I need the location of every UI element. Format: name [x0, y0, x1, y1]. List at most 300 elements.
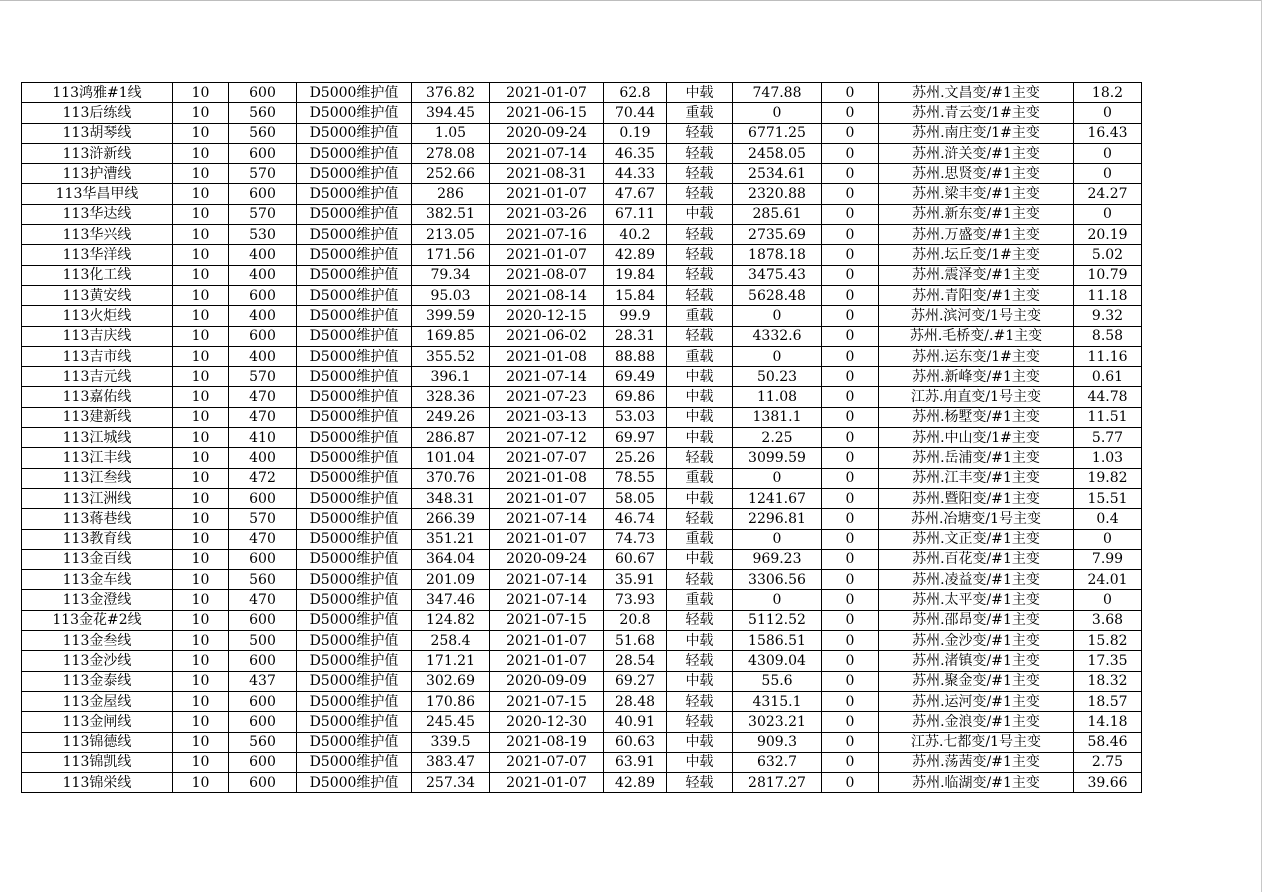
- line-name-cell: 113胡琴线: [22, 123, 173, 143]
- substation-cell: 苏州.金浪变/#1主变: [879, 712, 1074, 732]
- data-source-cell: D5000维护值: [297, 509, 412, 529]
- rated-capacity-cell: 600: [229, 488, 297, 508]
- load-rate-cell: 42.89: [604, 245, 667, 265]
- date-cell: 2021-01-07: [490, 245, 604, 265]
- date-cell: 2021-08-07: [490, 265, 604, 285]
- load-rate-cell: 74.73: [604, 529, 667, 549]
- load-status-cell: 中载: [667, 488, 733, 508]
- table-row: [22, 529, 1142, 549]
- margin-cell: 0: [733, 346, 822, 366]
- substation-cell: 苏州.震泽变/#1主变: [879, 265, 1074, 285]
- current-cell: 364.04: [412, 549, 490, 569]
- load-status-cell: 轻载: [667, 143, 733, 163]
- line-name-cell: 113后练线: [22, 103, 173, 123]
- rated-capacity-cell: 570: [229, 204, 297, 224]
- margin-cell: 2817.27: [733, 773, 822, 793]
- voltage-cell: 10: [173, 468, 229, 488]
- current-cell: 348.31: [412, 488, 490, 508]
- current-cell: 245.45: [412, 712, 490, 732]
- substation-cell: 苏州.渚镇变/#1主变: [879, 651, 1074, 671]
- load-status-cell: 轻载: [667, 773, 733, 793]
- line-name-cell: 113黄安线: [22, 285, 173, 305]
- load-rate-cell: 53.03: [604, 407, 667, 427]
- substation-cell: 苏州.文正变/#1主变: [879, 529, 1074, 549]
- substation-cell: 苏州.江丰变/#1主变: [879, 468, 1074, 488]
- count-cell: 0: [822, 306, 879, 326]
- voltage-cell: 10: [173, 204, 229, 224]
- rated-capacity-cell: 600: [229, 773, 297, 793]
- margin-cell: 5112.52: [733, 610, 822, 630]
- count-cell: 0: [822, 610, 879, 630]
- value-cell: 7.99: [1074, 549, 1142, 569]
- load-rate-cell: 46.74: [604, 509, 667, 529]
- voltage-cell: 10: [173, 285, 229, 305]
- load-status-cell: 轻载: [667, 285, 733, 305]
- data-source-cell: D5000维护值: [297, 143, 412, 163]
- voltage-cell: 10: [173, 367, 229, 387]
- line-name-cell: 113江洲线: [22, 488, 173, 508]
- load-rate-cell: 15.84: [604, 285, 667, 305]
- data-source-cell: D5000维护值: [297, 488, 412, 508]
- rated-capacity-cell: 570: [229, 367, 297, 387]
- voltage-cell: 10: [173, 448, 229, 468]
- date-cell: 2020-09-24: [490, 123, 604, 143]
- value-cell: 0: [1074, 590, 1142, 610]
- load-status-cell: 轻载: [667, 691, 733, 711]
- table-row: [22, 143, 1142, 163]
- voltage-cell: 10: [173, 428, 229, 448]
- data-source-cell: D5000维护值: [297, 590, 412, 610]
- value-cell: 0: [1074, 529, 1142, 549]
- value-cell: 0.61: [1074, 367, 1142, 387]
- current-cell: 286: [412, 184, 490, 204]
- value-cell: 44.78: [1074, 387, 1142, 407]
- margin-cell: 2320.88: [733, 184, 822, 204]
- value-cell: 0: [1074, 103, 1142, 123]
- count-cell: 0: [822, 752, 879, 772]
- rated-capacity-cell: 400: [229, 245, 297, 265]
- count-cell: 0: [822, 529, 879, 549]
- load-status-cell: 轻载: [667, 245, 733, 265]
- value-cell: 8.58: [1074, 326, 1142, 346]
- load-rate-cell: 67.11: [604, 204, 667, 224]
- load-rate-cell: 19.84: [604, 265, 667, 285]
- date-cell: 2021-01-07: [490, 488, 604, 508]
- count-cell: 0: [822, 265, 879, 285]
- date-cell: 2021-08-19: [490, 732, 604, 752]
- current-cell: 258.4: [412, 631, 490, 651]
- data-source-cell: D5000维护值: [297, 285, 412, 305]
- load-status-cell: 轻载: [667, 265, 733, 285]
- date-cell: 2021-07-07: [490, 448, 604, 468]
- current-cell: 171.21: [412, 651, 490, 671]
- value-cell: 3.68: [1074, 610, 1142, 630]
- current-cell: 286.87: [412, 428, 490, 448]
- rated-capacity-cell: 560: [229, 123, 297, 143]
- table-row: [22, 549, 1142, 569]
- rated-capacity-cell: 410: [229, 428, 297, 448]
- load-status-cell: 重载: [667, 346, 733, 366]
- count-cell: 0: [822, 468, 879, 488]
- rated-capacity-cell: 560: [229, 103, 297, 123]
- load-rate-cell: 58.05: [604, 488, 667, 508]
- line-name-cell: 113锦德线: [22, 732, 173, 752]
- substation-cell: 苏州.青云变/1#主变: [879, 103, 1074, 123]
- data-source-cell: D5000维护值: [297, 225, 412, 245]
- table-row: [22, 488, 1142, 508]
- table-row: [22, 448, 1142, 468]
- voltage-cell: 10: [173, 712, 229, 732]
- load-rate-cell: 78.55: [604, 468, 667, 488]
- current-cell: 302.69: [412, 671, 490, 691]
- date-cell: 2020-09-09: [490, 671, 604, 691]
- value-cell: 18.2: [1074, 83, 1142, 103]
- line-name-cell: 113华洋线: [22, 245, 173, 265]
- line-name-cell: 113金闸线: [22, 712, 173, 732]
- substation-cell: 苏州.邵昂变/#1主变: [879, 610, 1074, 630]
- load-status-cell: 轻载: [667, 164, 733, 184]
- data-source-cell: D5000维护值: [297, 651, 412, 671]
- value-cell: 15.51: [1074, 488, 1142, 508]
- count-cell: 0: [822, 631, 879, 651]
- rated-capacity-cell: 472: [229, 468, 297, 488]
- data-source-cell: D5000维护值: [297, 631, 412, 651]
- data-source-cell: D5000维护值: [297, 773, 412, 793]
- table-row: [22, 610, 1142, 630]
- load-rate-cell: 47.67: [604, 184, 667, 204]
- load-rate-cell: 73.93: [604, 590, 667, 610]
- data-source-cell: D5000维护值: [297, 326, 412, 346]
- line-name-cell: 113吉庆线: [22, 326, 173, 346]
- load-rate-cell: 0.19: [604, 123, 667, 143]
- data-source-cell: D5000维护值: [297, 184, 412, 204]
- count-cell: 0: [822, 83, 879, 103]
- substation-cell: 苏州.青阳变/#1主变: [879, 285, 1074, 305]
- margin-cell: 4332.6: [733, 326, 822, 346]
- line-name-cell: 113化工线: [22, 265, 173, 285]
- load-status-cell: 轻载: [667, 326, 733, 346]
- count-cell: 0: [822, 407, 879, 427]
- date-cell: 2021-06-02: [490, 326, 604, 346]
- table-row: [22, 285, 1142, 305]
- rated-capacity-cell: 600: [229, 691, 297, 711]
- margin-cell: 909.3: [733, 732, 822, 752]
- voltage-cell: 10: [173, 346, 229, 366]
- table-row: [22, 732, 1142, 752]
- table-row: [22, 407, 1142, 427]
- voltage-cell: 10: [173, 509, 229, 529]
- count-cell: 0: [822, 387, 879, 407]
- load-status-cell: 重载: [667, 468, 733, 488]
- load-rate-cell: 62.8: [604, 83, 667, 103]
- substation-cell: 苏州.新东变/#1主变: [879, 204, 1074, 224]
- substation-cell: 江苏.七都变/1号主变: [879, 732, 1074, 752]
- voltage-cell: 10: [173, 83, 229, 103]
- substation-cell: 苏州.坛丘变/1#主变: [879, 245, 1074, 265]
- load-status-cell: 重载: [667, 590, 733, 610]
- count-cell: 0: [822, 773, 879, 793]
- count-cell: 0: [822, 590, 879, 610]
- voltage-cell: 10: [173, 752, 229, 772]
- margin-cell: 969.23: [733, 549, 822, 569]
- margin-cell: 3306.56: [733, 570, 822, 590]
- voltage-cell: 10: [173, 306, 229, 326]
- margin-cell: 0: [733, 306, 822, 326]
- value-cell: 16.43: [1074, 123, 1142, 143]
- substation-cell: 江苏.甪直变/1号主变: [879, 387, 1074, 407]
- count-cell: 0: [822, 164, 879, 184]
- current-cell: 394.45: [412, 103, 490, 123]
- load-rate-cell: 60.63: [604, 732, 667, 752]
- load-rate-cell: 60.67: [604, 549, 667, 569]
- voltage-cell: 10: [173, 773, 229, 793]
- count-cell: 0: [822, 732, 879, 752]
- margin-cell: 632.7: [733, 752, 822, 772]
- load-status-cell: 中载: [667, 631, 733, 651]
- load-status-cell: 轻载: [667, 448, 733, 468]
- voltage-cell: 10: [173, 387, 229, 407]
- voltage-cell: 10: [173, 570, 229, 590]
- voltage-cell: 10: [173, 610, 229, 630]
- load-rate-cell: 63.91: [604, 752, 667, 772]
- rated-capacity-cell: 600: [229, 651, 297, 671]
- line-name-cell: 113教育线: [22, 529, 173, 549]
- current-cell: 351.21: [412, 529, 490, 549]
- load-rate-cell: 40.91: [604, 712, 667, 732]
- data-source-cell: D5000维护值: [297, 204, 412, 224]
- rated-capacity-cell: 570: [229, 164, 297, 184]
- current-cell: 170.86: [412, 691, 490, 711]
- load-rate-cell: 44.33: [604, 164, 667, 184]
- table-row: [22, 590, 1142, 610]
- count-cell: 0: [822, 326, 879, 346]
- date-cell: 2021-07-14: [490, 590, 604, 610]
- count-cell: 0: [822, 204, 879, 224]
- count-cell: 0: [822, 428, 879, 448]
- current-cell: 213.05: [412, 225, 490, 245]
- margin-cell: 1381.1: [733, 407, 822, 427]
- rated-capacity-cell: 470: [229, 529, 297, 549]
- margin-cell: 285.61: [733, 204, 822, 224]
- substation-cell: 苏州.新峰变/#1主变: [879, 367, 1074, 387]
- load-rate-cell: 28.31: [604, 326, 667, 346]
- current-cell: 347.46: [412, 590, 490, 610]
- date-cell: 2020-12-15: [490, 306, 604, 326]
- value-cell: 0: [1074, 204, 1142, 224]
- date-cell: 2021-03-13: [490, 407, 604, 427]
- value-cell: 14.18: [1074, 712, 1142, 732]
- value-cell: 5.02: [1074, 245, 1142, 265]
- current-cell: 328.36: [412, 387, 490, 407]
- substation-cell: 苏州.暨阳变/#1主变: [879, 488, 1074, 508]
- table-row: [22, 184, 1142, 204]
- value-cell: 17.35: [1074, 651, 1142, 671]
- data-source-cell: D5000维护值: [297, 83, 412, 103]
- load-rate-cell: 46.35: [604, 143, 667, 163]
- margin-cell: 747.88: [733, 83, 822, 103]
- load-status-cell: 重载: [667, 103, 733, 123]
- current-cell: 383.47: [412, 752, 490, 772]
- table-row: [22, 346, 1142, 366]
- line-name-cell: 113金车线: [22, 570, 173, 590]
- rated-capacity-cell: 600: [229, 143, 297, 163]
- line-name-cell: 113浒新线: [22, 143, 173, 163]
- substation-cell: 苏州.金沙变/#1主变: [879, 631, 1074, 651]
- load-rate-cell: 20.8: [604, 610, 667, 630]
- current-cell: 370.76: [412, 468, 490, 488]
- rated-capacity-cell: 437: [229, 671, 297, 691]
- data-source-cell: D5000维护值: [297, 691, 412, 711]
- voltage-cell: 10: [173, 164, 229, 184]
- substation-cell: 苏州.文昌变/#1主变: [879, 83, 1074, 103]
- rated-capacity-cell: 470: [229, 407, 297, 427]
- date-cell: 2021-03-26: [490, 204, 604, 224]
- line-name-cell: 113护漕线: [22, 164, 173, 184]
- margin-cell: 2534.61: [733, 164, 822, 184]
- load-status-cell: 重载: [667, 306, 733, 326]
- voltage-cell: 10: [173, 245, 229, 265]
- value-cell: 18.32: [1074, 671, 1142, 691]
- table-row: [22, 651, 1142, 671]
- margin-cell: 2.25: [733, 428, 822, 448]
- substation-cell: 苏州.浒关变/#1主变: [879, 143, 1074, 163]
- rated-capacity-cell: 600: [229, 712, 297, 732]
- data-source-cell: D5000维护值: [297, 468, 412, 488]
- margin-cell: 1241.67: [733, 488, 822, 508]
- line-name-cell: 113华兴线: [22, 225, 173, 245]
- data-source-cell: D5000维护值: [297, 265, 412, 285]
- voltage-cell: 10: [173, 631, 229, 651]
- margin-cell: 2735.69: [733, 225, 822, 245]
- load-status-cell: 轻载: [667, 651, 733, 671]
- table-row: [22, 326, 1142, 346]
- data-source-cell: D5000维护值: [297, 610, 412, 630]
- line-name-cell: 113吉市线: [22, 346, 173, 366]
- margin-cell: 3475.43: [733, 265, 822, 285]
- count-cell: 0: [822, 367, 879, 387]
- value-cell: 10.79: [1074, 265, 1142, 285]
- rated-capacity-cell: 470: [229, 590, 297, 610]
- load-status-cell: 轻载: [667, 184, 733, 204]
- margin-cell: 5628.48: [733, 285, 822, 305]
- rated-capacity-cell: 600: [229, 752, 297, 772]
- value-cell: 11.51: [1074, 407, 1142, 427]
- count-cell: 0: [822, 651, 879, 671]
- load-rate-cell: 51.68: [604, 631, 667, 651]
- voltage-cell: 10: [173, 123, 229, 143]
- value-cell: 5.77: [1074, 428, 1142, 448]
- data-source-cell: D5000维护值: [297, 306, 412, 326]
- count-cell: 0: [822, 143, 879, 163]
- current-cell: 339.5: [412, 732, 490, 752]
- rated-capacity-cell: 600: [229, 610, 297, 630]
- rated-capacity-cell: 400: [229, 265, 297, 285]
- count-cell: 0: [822, 549, 879, 569]
- line-name-cell: 113华昌甲线: [22, 184, 173, 204]
- count-cell: 0: [822, 509, 879, 529]
- count-cell: 0: [822, 245, 879, 265]
- data-source-cell: D5000维护值: [297, 407, 412, 427]
- date-cell: 2021-07-14: [490, 367, 604, 387]
- voltage-cell: 10: [173, 590, 229, 610]
- load-status-cell: 中载: [667, 752, 733, 772]
- table-row: [22, 225, 1142, 245]
- date-cell: 2021-01-07: [490, 773, 604, 793]
- load-status-cell: 中载: [667, 204, 733, 224]
- count-cell: 0: [822, 184, 879, 204]
- substation-cell: 苏州.百花变/#1主变: [879, 549, 1074, 569]
- date-cell: 2021-07-15: [490, 610, 604, 630]
- date-cell: 2021-07-14: [490, 570, 604, 590]
- count-cell: 0: [822, 691, 879, 711]
- substation-cell: 苏州.梁丰变/#1主变: [879, 184, 1074, 204]
- date-cell: 2021-08-31: [490, 164, 604, 184]
- load-status-cell: 中载: [667, 367, 733, 387]
- value-cell: 19.82: [1074, 468, 1142, 488]
- data-source-cell: D5000维护值: [297, 549, 412, 569]
- value-cell: 15.82: [1074, 631, 1142, 651]
- date-cell: 2021-08-14: [490, 285, 604, 305]
- substation-cell: 苏州.运东变/1#主变: [879, 346, 1074, 366]
- date-cell: 2021-01-07: [490, 184, 604, 204]
- substation-cell: 苏州.毛桥变/.#1主变: [879, 326, 1074, 346]
- table-row: [22, 164, 1142, 184]
- date-cell: 2021-01-07: [490, 529, 604, 549]
- current-cell: 79.34: [412, 265, 490, 285]
- margin-cell: 6771.25: [733, 123, 822, 143]
- table-row: [22, 123, 1142, 143]
- rated-capacity-cell: 600: [229, 285, 297, 305]
- load-status-cell: 轻载: [667, 712, 733, 732]
- date-cell: 2021-06-15: [490, 103, 604, 123]
- voltage-cell: 10: [173, 529, 229, 549]
- value-cell: 39.66: [1074, 773, 1142, 793]
- value-cell: 18.57: [1074, 691, 1142, 711]
- load-status-cell: 中载: [667, 549, 733, 569]
- date-cell: 2021-07-16: [490, 225, 604, 245]
- current-cell: 249.26: [412, 407, 490, 427]
- load-status-cell: 中载: [667, 428, 733, 448]
- data-source-cell: D5000维护值: [297, 529, 412, 549]
- current-cell: 355.52: [412, 346, 490, 366]
- load-status-cell: 中载: [667, 671, 733, 691]
- margin-cell: 0: [733, 103, 822, 123]
- line-name-cell: 113金叁线: [22, 631, 173, 651]
- current-cell: 266.39: [412, 509, 490, 529]
- table-row: [22, 265, 1142, 285]
- data-source-cell: D5000维护值: [297, 752, 412, 772]
- current-cell: 1.05: [412, 123, 490, 143]
- rated-capacity-cell: 400: [229, 306, 297, 326]
- table-row: [22, 468, 1142, 488]
- value-cell: 0: [1074, 143, 1142, 163]
- count-cell: 0: [822, 123, 879, 143]
- rated-capacity-cell: 530: [229, 225, 297, 245]
- count-cell: 0: [822, 712, 879, 732]
- current-cell: 376.82: [412, 83, 490, 103]
- voltage-cell: 10: [173, 691, 229, 711]
- rated-capacity-cell: 600: [229, 549, 297, 569]
- table-row: [22, 367, 1142, 387]
- load-rate-cell: 88.88: [604, 346, 667, 366]
- table-row: [22, 204, 1142, 224]
- current-cell: 382.51: [412, 204, 490, 224]
- load-status-cell: 中载: [667, 407, 733, 427]
- substation-cell: 苏州.太平变/#1主变: [879, 590, 1074, 610]
- table-row: [22, 83, 1142, 103]
- value-cell: 2.75: [1074, 752, 1142, 772]
- rated-capacity-cell: 400: [229, 346, 297, 366]
